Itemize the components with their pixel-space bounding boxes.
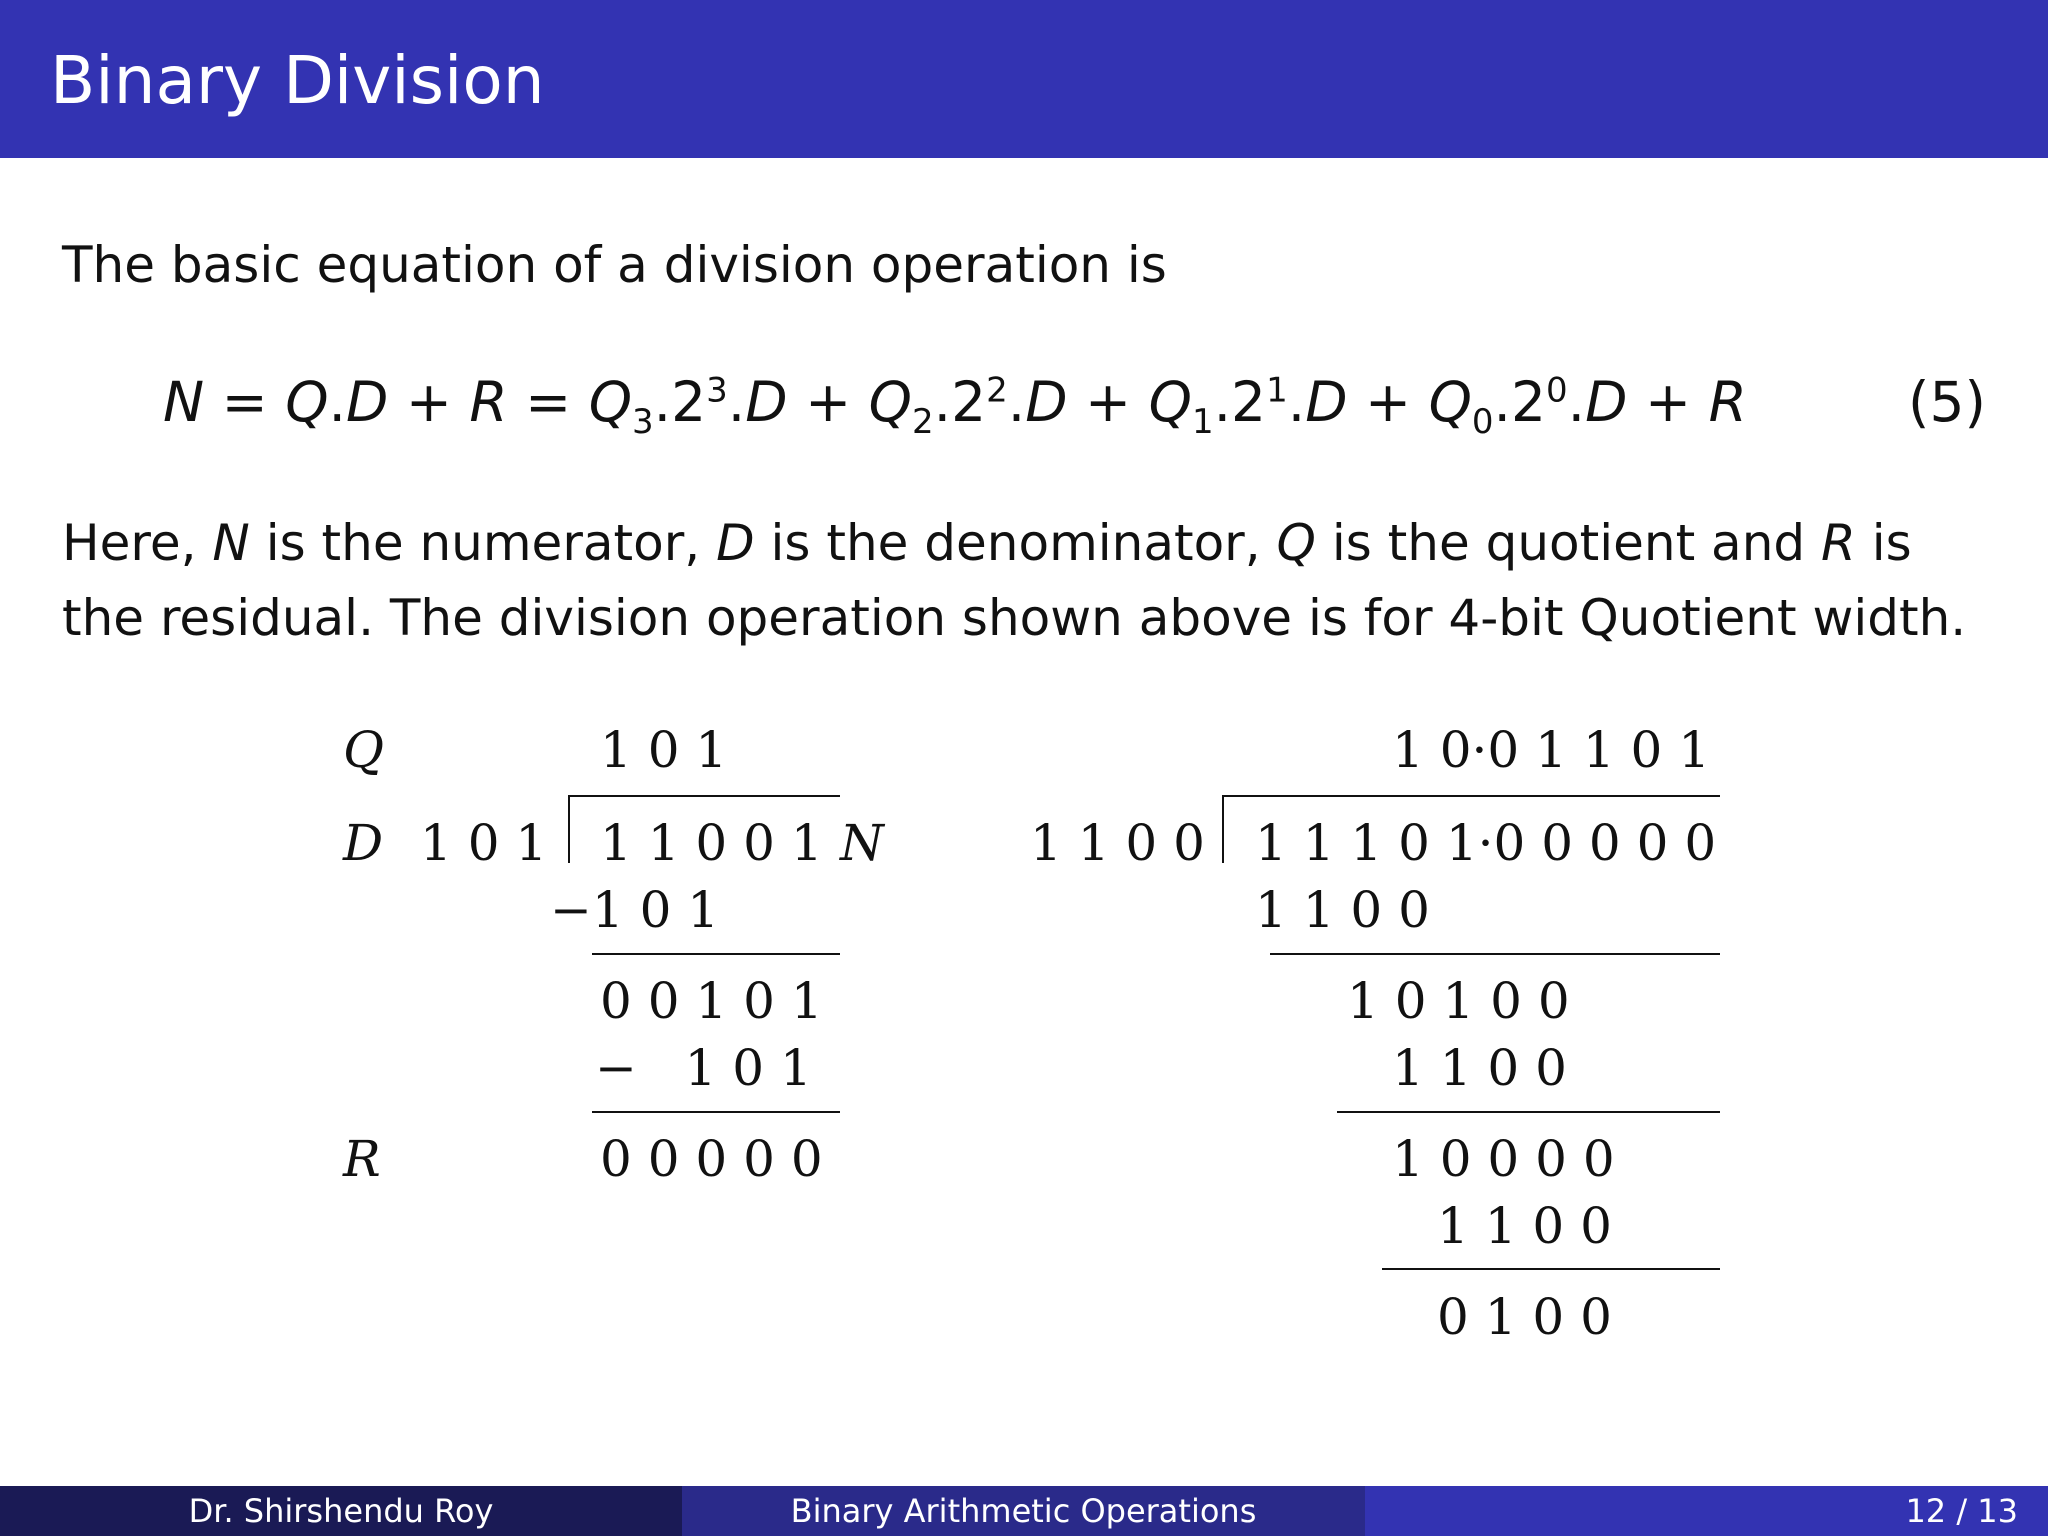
rule-2-3	[1382, 1268, 1720, 1270]
intro-text: The basic equation of a division operation is	[62, 236, 1167, 294]
subtrahend-2-2: 1 1 0 0	[1392, 1039, 1567, 1097]
footer-topic: Binary Arithmetic Operations	[682, 1486, 1365, 1536]
d-label: D	[343, 814, 384, 872]
rule-2-2	[1337, 1111, 1720, 1113]
r-label: R	[343, 1130, 381, 1188]
dividend-1: 1 1 0 0 1	[600, 814, 823, 872]
rule-1-1	[592, 953, 840, 955]
subtrahend-1-2: − 1 0 1	[595, 1039, 812, 1097]
subtrahend-1-1: −1 0 1	[550, 881, 720, 939]
divisor-1: 1 0 1	[420, 814, 548, 872]
division-bar-2	[1222, 795, 1720, 797]
partial-2-2: 1 0 0 0 0	[1392, 1130, 1615, 1188]
division-bar-1	[568, 795, 840, 797]
slide-title: Binary Division	[50, 42, 545, 119]
subtrahend-2-3: 1 1 0 0	[1437, 1197, 1612, 1255]
subtrahend-2-1: 1 1 0 0	[1255, 881, 1430, 939]
partial-1-1: 0 0 1 0 1	[600, 972, 823, 1030]
n-label: N	[840, 814, 884, 872]
division-equation: $N = Q.D + R = Q_3.2^3.D + Q_2.2^2.D + Q_1.2^1.D + Q_0.2^0.D + R$	[163, 370, 1747, 442]
remainder-2: 0 1 0 0	[1437, 1288, 1612, 1346]
partial-2-1: 1 0 1 0 0	[1347, 972, 1570, 1030]
explanation-line-2: the residual. The division operation shown above is for 4-bit Quotient width.	[62, 589, 1967, 647]
rule-2-1	[1270, 953, 1720, 955]
explanation-line-1: Here, N is the numerator, D is the denominator, Q is the quotient and R is	[62, 514, 1912, 572]
equation-number: (5)	[1908, 370, 1986, 434]
quotient-2: 1 0·0 1 1 0 1	[1392, 721, 1711, 779]
quotient-1: 1 0 1	[600, 721, 728, 779]
division-bracket-1	[568, 795, 570, 863]
footer-page-number: 12 / 13	[1365, 1486, 2048, 1536]
remainder-1: 0 0 0 0 0	[600, 1130, 823, 1188]
rule-1-2	[592, 1111, 840, 1113]
division-bracket-2	[1222, 795, 1224, 863]
divisor-2: 1 1 0 0	[1030, 814, 1205, 872]
title-bar	[0, 0, 2048, 158]
dividend-2: 1 1 1 0 1·0 0 0 0 0	[1255, 814, 1717, 872]
footer-author: Dr. Shirshendu Roy	[0, 1486, 682, 1536]
footer-bar	[0, 1486, 2048, 1536]
q-label: Q	[343, 721, 384, 779]
